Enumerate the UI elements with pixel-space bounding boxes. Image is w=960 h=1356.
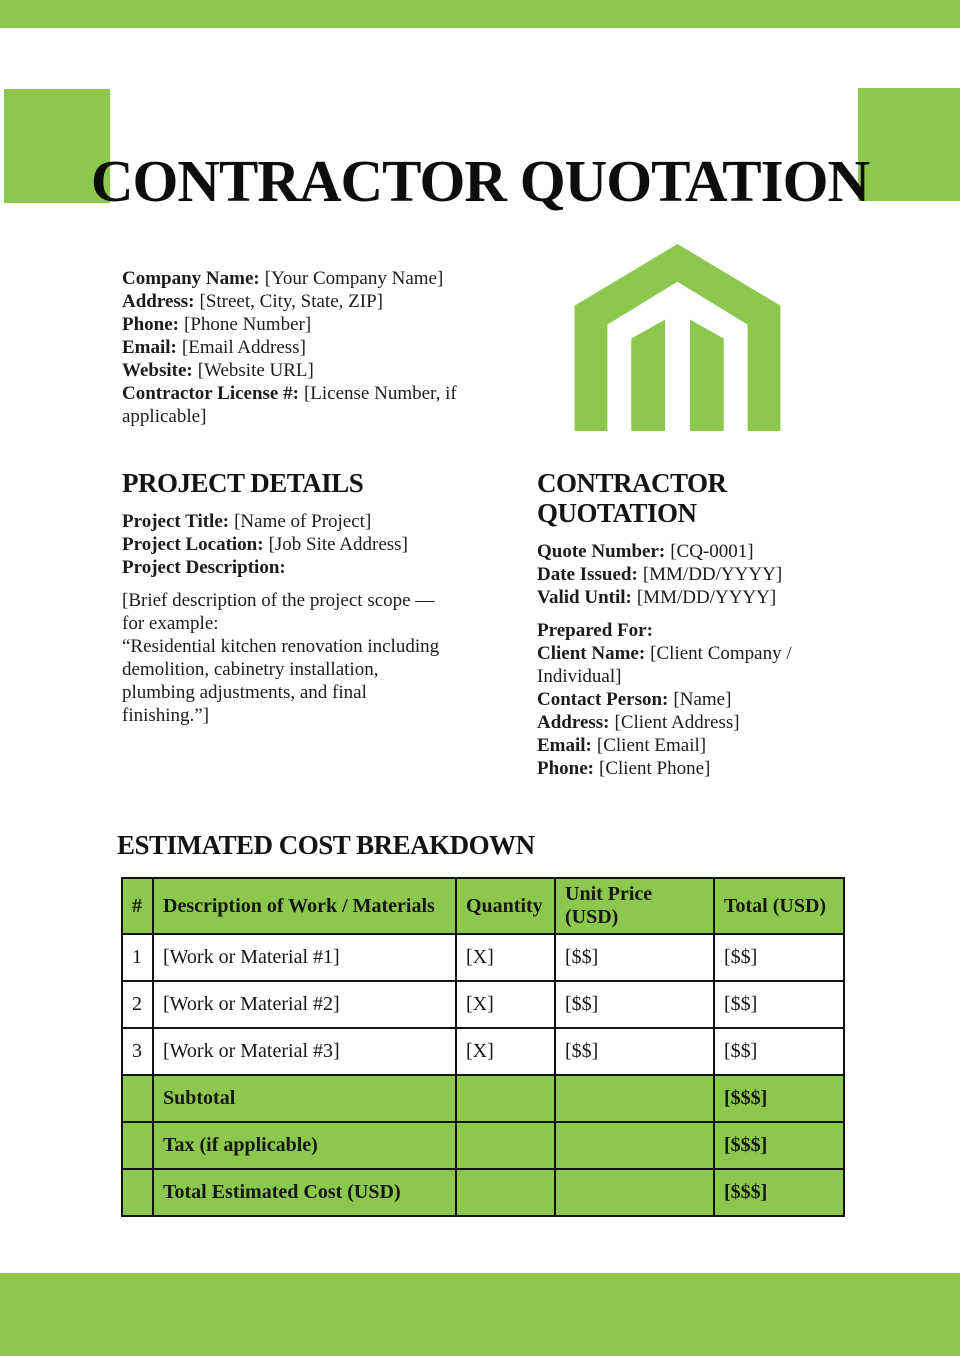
- company-name-field: Company Name: [Your Company Name]: [122, 268, 444, 289]
- bottom-accent-bar: [0, 1273, 960, 1356]
- valid-until-field: Valid Until: [MM/DD/YYYY]: [537, 587, 777, 608]
- header-unit-price: Unit Price (USD): [555, 878, 714, 934]
- date-issued-field: Date Issued: [MM/DD/YYYY]: [537, 564, 783, 585]
- table-row: 2 [Work or Material #2] [X] [$$] [$$]: [122, 981, 844, 1028]
- prepared-for-block: [537, 619, 849, 780]
- client-email-field: Email: [Client Email]: [537, 735, 707, 756]
- header-number: #: [122, 878, 153, 934]
- client-address-field: Address: [Client Address]: [537, 712, 740, 733]
- company-info-block: [122, 267, 494, 428]
- project-description-label: Project Description:: [122, 557, 286, 578]
- cost-breakdown-heading: ESTIMATED COST BREAKDOWN: [117, 830, 535, 860]
- table-row: 3 [Work or Material #3] [X] [$$] [$$]: [122, 1028, 844, 1075]
- quote-number-field: Quote Number: [CQ-0001]: [537, 541, 754, 562]
- tax-row: Tax (if applicable) [$$$]: [122, 1122, 844, 1169]
- client-phone-field: Phone: [Client Phone]: [537, 758, 711, 779]
- company-license-field: Contractor License #: [License Number, if applicable]: [122, 383, 457, 427]
- client-name-field: Client Name: [Client Company / Individual]: [537, 643, 792, 687]
- header-description: Description of Work / Materials: [153, 878, 456, 934]
- company-phone-field: Phone: [Phone Number]: [122, 314, 312, 335]
- project-title-field: Project Title: [Name of Project]: [122, 511, 372, 532]
- company-website-field: Website: [Website URL]: [122, 360, 314, 381]
- project-details-heading: PROJECT DETAILS: [122, 468, 364, 498]
- cost-breakdown-table: [121, 877, 845, 1217]
- prepared-for-heading: Prepared For:: [537, 620, 653, 641]
- company-email-field: Email: [Email Address]: [122, 337, 306, 358]
- contact-person-field: Contact Person: [Name]: [537, 689, 732, 710]
- subtotal-row: Subtotal [$$$]: [122, 1075, 844, 1122]
- quotation-info-section: [537, 468, 849, 780]
- header-total: Total (USD): [714, 878, 844, 934]
- company-address-field: Address: [Street, City, State, ZIP]: [122, 291, 383, 312]
- project-location-field: Project Location: [Job Site Address]: [122, 534, 408, 555]
- top-accent-bar: [0, 0, 960, 28]
- table-row: 1 [Work or Material #1] [X] [$$] [$$]: [122, 934, 844, 981]
- page-title: CONTRACTOR QUOTATION: [90, 147, 870, 214]
- quotation-info-heading: CONTRACTOR QUOTATION: [537, 468, 727, 528]
- project-description-text: [Brief description of the project scope — for example: “Residential kitchen renovation including demolition, cabinetry installation, plumbing adjustments, and final finishing.”]: [122, 590, 440, 726]
- table-header-row: [122, 878, 844, 934]
- house-logo-icon: [570, 242, 785, 431]
- project-details-section: [122, 468, 484, 727]
- header-quantity: Quantity: [456, 878, 555, 934]
- total-row: Total Estimated Cost (USD) [$$$]: [122, 1169, 844, 1216]
